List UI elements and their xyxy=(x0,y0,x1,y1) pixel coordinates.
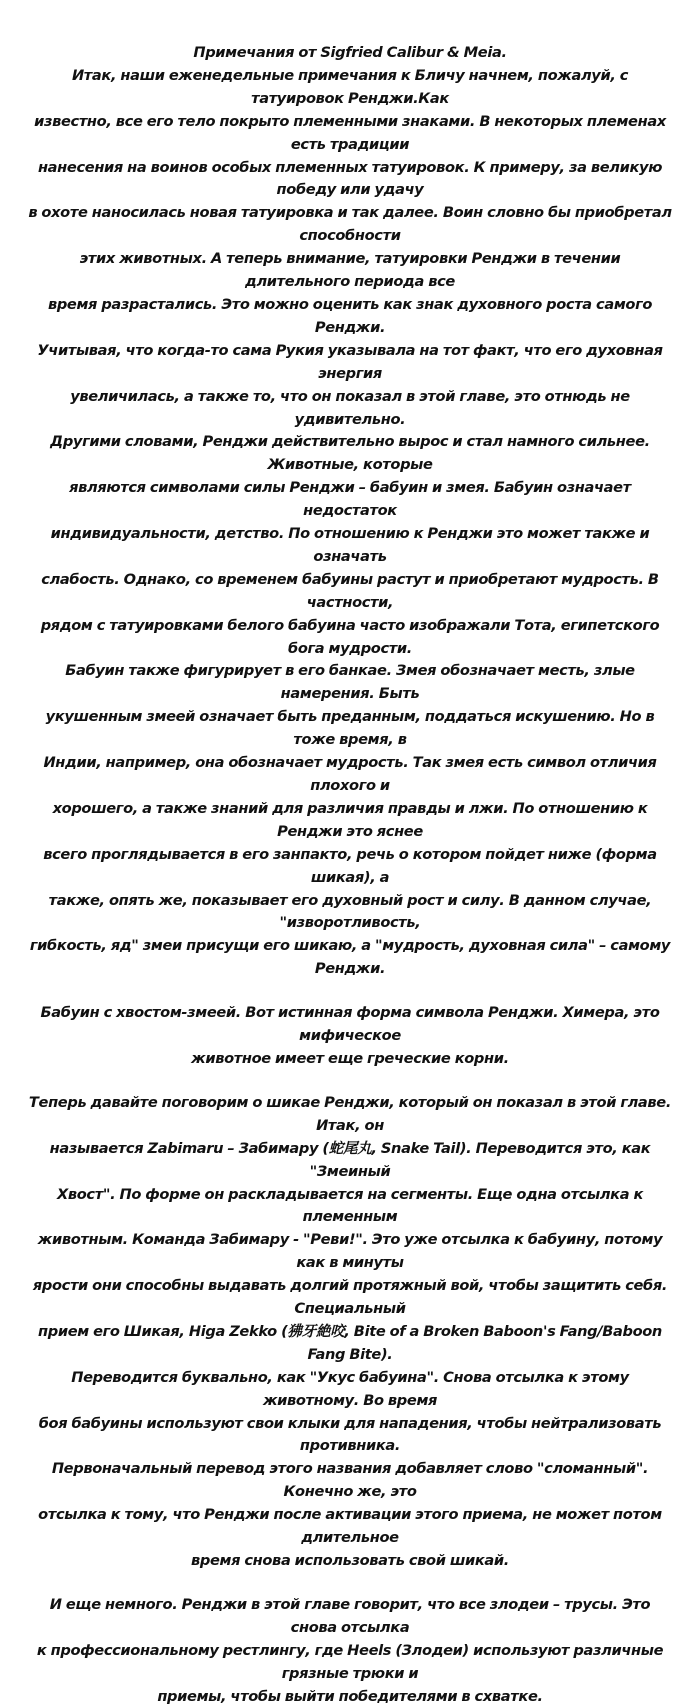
text-line: называется Zabimaru – Забимару (蛇尾丸, Snake Tail). Переводится это, как "Змеиный xyxy=(49,1139,651,1180)
text-line: индивидуальности, детство. По отношению к Ренджи это может также и означать xyxy=(50,525,650,565)
text-line: животное имеет еще греческие корни. xyxy=(191,1049,509,1067)
text-line: Теперь давайте поговорим о шикае Ренджи, который он показал в этой главе. Итак, он xyxy=(28,1093,672,1134)
paragraph-gap xyxy=(28,981,672,1002)
text-line: Бабуин с хвостом-змеей. Вот истинная форма символа Ренджи. Химера, это мифическое xyxy=(40,1004,660,1045)
text-line: являются символами силы Ренджи – бабуин и змея. Бабуин означает недостаток xyxy=(69,479,631,520)
text-line: отсылка к тому, что Ренджи после активации этого приема, не может потом длительное xyxy=(38,1506,662,1547)
text-line: Итак, наши еженедельные примечания к Бличу начнем, пожалуй, с татуировок Ренджи.Как xyxy=(71,66,629,107)
text-line: Другими словами, Ренджи действительно вырос и стал намного сильнее. Животные, которые xyxy=(50,433,650,474)
text-line: нанесения на воинов особых племенных татуировок. К примеру, за великую победу или удачу xyxy=(37,158,663,199)
text-line: Первоначальный перевод этого названия добавляет слово "сломанный". Конечно же, это xyxy=(51,1460,649,1501)
paragraph-shikai xyxy=(28,1092,672,1573)
text-line: всего проглядывается в его занпакто, речь о котором пойдет ниже (форма шикая), а xyxy=(43,845,657,886)
text-line: Бабуин также фигурирует в его банкае. Змея обозначает месть, злые намерения. Быть xyxy=(65,662,635,703)
paragraph-gap xyxy=(28,1071,672,1092)
text-line: увеличилась, а также то, что он показал в этой главе, это отнюдь не удивительно. xyxy=(70,387,630,428)
text-line: И еще немного. Ренджи в этой главе говорит, что все злодеи – трусы. Это снова отсылка xyxy=(49,1595,651,1636)
text-line: этих животных. А теперь внимание, татуировки Ренджи в течении длительного периода все xyxy=(79,250,621,291)
paragraph-chimera xyxy=(28,1002,672,1071)
text-line: Хвост". По форме он раскладывается на сегменты. Еще одна отсылка к племенным xyxy=(56,1185,644,1226)
text-line: время разрастались. Это можно оценить как знак духовного роста самого Ренджи. xyxy=(47,295,653,336)
notes-text xyxy=(28,42,672,1708)
text-line: в охоте наносилась новая татуировка и так далее. Воин словно бы приобретал способности xyxy=(28,204,672,245)
text-line: Индии, например, она обозначает мудрость. Так змея есть символ отличия плохого и xyxy=(43,754,657,794)
text-line: гибкость, яд" змеи присущи его шикаю, а "мудрость, духовная сила" – самому Ренджи. xyxy=(29,937,671,978)
text-line: хорошего, а также знаний для различия правды и лжи. По отношению к Ренджи это яснее xyxy=(52,799,648,840)
text-line: Переводится буквально, как "Укус бабуина". Снова отсылка к этому животному. Во время xyxy=(71,1368,629,1409)
text-line: боя бабуины используют свои клыки для нападения, чтобы нейтрализовать противника. xyxy=(38,1414,662,1455)
text-line: прием его Шикая, Higa Zekko (狒牙絶咬, Bite of a Broken Baboon's Fang/Baboon Fang Bite). xyxy=(38,1322,662,1363)
paragraph-tattoos xyxy=(28,42,672,981)
text-line: к профессиональному рестлингу, где Heels (Злодеи) используют различные грязные трюки и xyxy=(36,1641,664,1682)
text-line: также, опять же, показывает его духовный рост и силу. В данном случае, "изворотливость, xyxy=(48,891,652,932)
notes-title-line: Примечания от Sigfried Calibur & Meia. xyxy=(193,44,507,61)
paragraph-gap xyxy=(28,1573,672,1594)
text-line: Учитывая, что когда-то сама Рукия указывала на тот факт, что его духовная энергия xyxy=(37,341,663,382)
text-line: приемы, чтобы выйти победителями в схватке. xyxy=(157,1687,543,1705)
text-line: время снова использовать свой шикай. xyxy=(190,1552,509,1569)
text-line: ярости они способны выдавать долгий протяжный вой, чтобы защитить себя. Специальный xyxy=(32,1277,668,1318)
text-line: слабость. Однако, со временем бабуины растут и приобретают мудрость. В частности, xyxy=(41,570,659,611)
text-line: известно, все его тело покрыто племенными знаками. В некоторых племенах есть традиции xyxy=(34,112,666,153)
text-line: рядом с татуировками белого бабуина часто изображали Тота, египетского бога мудрости. xyxy=(40,616,660,657)
text-line: укушенным змеей означает быть преданным, поддаться искушению. Но в тоже время, в xyxy=(45,708,655,749)
paragraph-heels xyxy=(28,1594,672,1708)
text-line: животным. Команда Забимару - "Реви!". Это уже отсылка к бабуину, потому как в минуты xyxy=(37,1231,663,1272)
